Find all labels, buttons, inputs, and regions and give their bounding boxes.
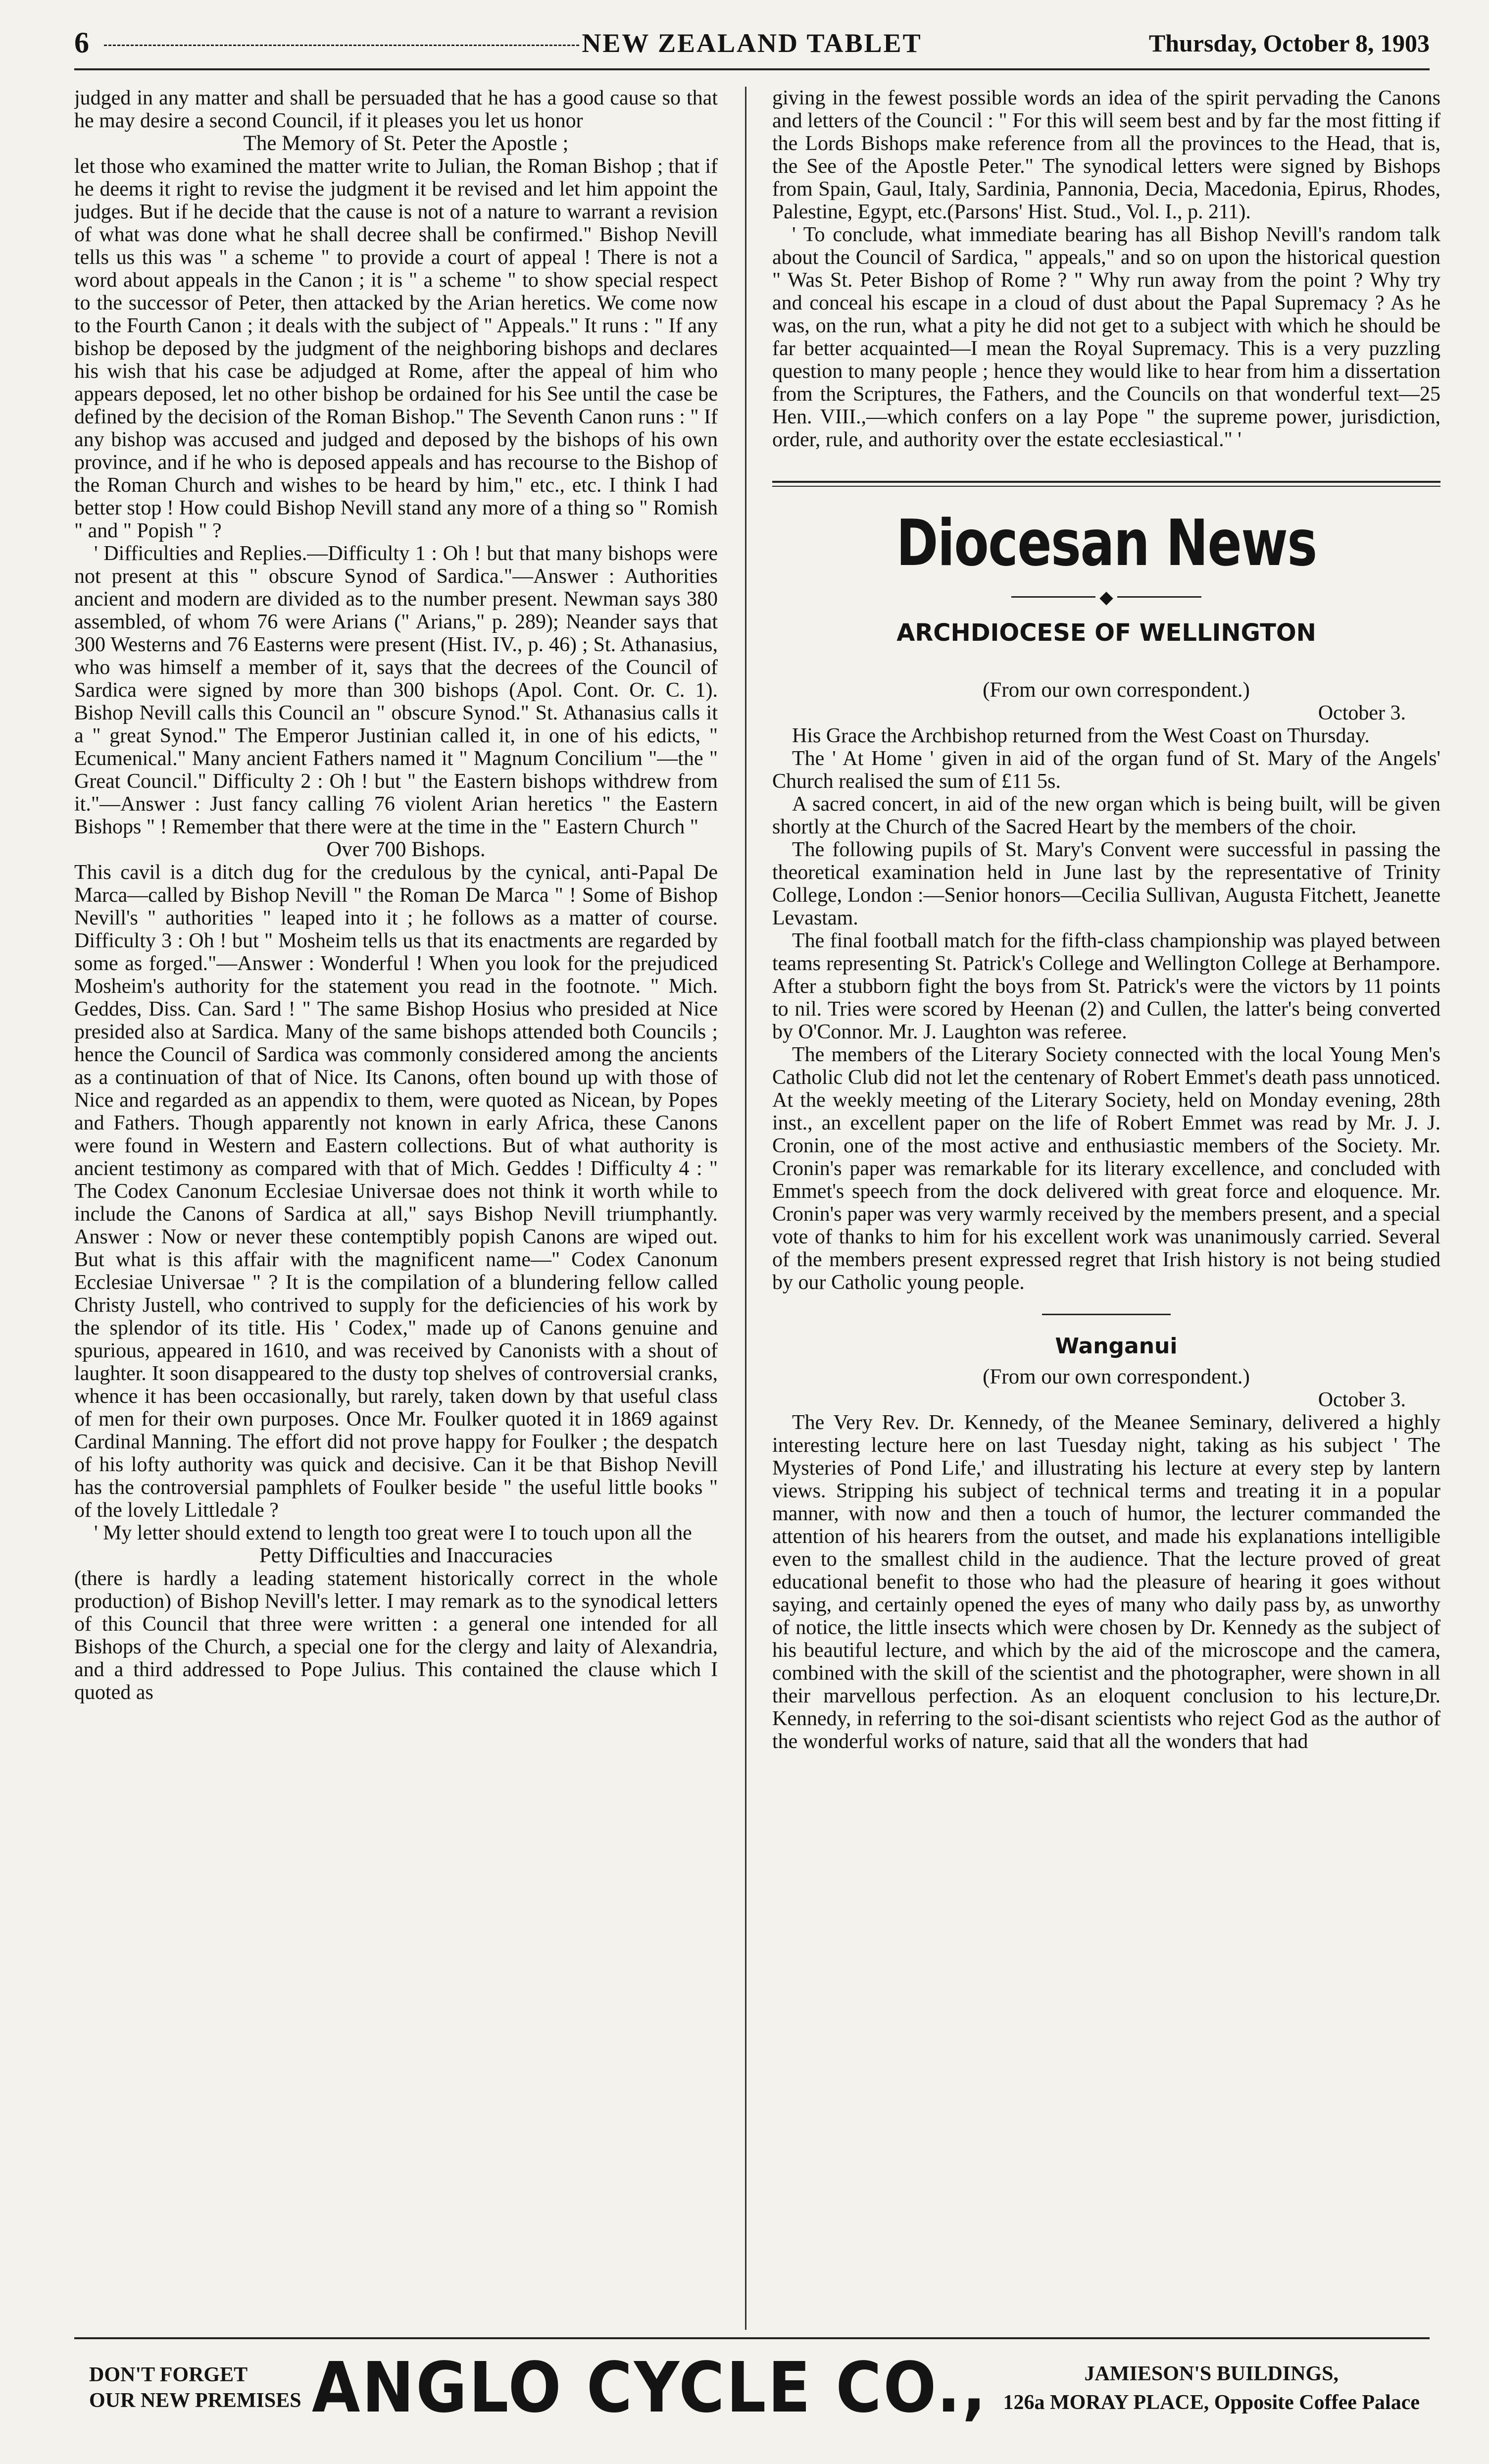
- paragraph: This cavil is a ditch dug for the credulous by the cynical, anti-Papal De Marca—called by Bishop Nevill " the Roman De Marca " ! Some of Bishop Nevill's " authorities " leaped into it ; he follows as a matter of course. Difficulty 3 : Oh ! but " Mosheim tells us that its enactments are regarded by some as forged."—Answer : Wonderful ! When you look for the prejudiced Mosheim's authority for the statement you read in the footnote. " Mich. Geddes, Diss. Can. Sard ! " The same Bishop Hosius who presided at Nice presided also at Sardica. Many of the same bishops attended both Councils ; hence the Council of Sardica was commonly considered among the ancients as a continuation of that of Nice. Its Canons, often bound up with those of Nice and regarded as an appendix to them, were quoted as Nicean, by Popes and Fathers. Though apparently not known in early Africa, these Canons were found in Western and Eastern collections. But of what authority is ancient testimony as compared with that of Mich. Geddes ! Difficulty 4 : " The Codex Canonum Ecclesiae Universae does not think it worth while to include the Canons of Sardica at all," says Bishop Nevill triumphantly. Answer : Now or never these contemptibly popish Canons are wiped out. But what is this affair with the magnificent name—" Codex Canonum Ecclesiae Universae " ? It is the compilation of a blundering fellow called Christy Justell, who contrived to supply for the deficiencies of his work by the splendor of its title. His ' Codex," made up of Canons genuine and spurious, appeared in 1610, and was received by Canonists with a shout of laughter. It soon disappeared to the dusty top shelves of controversial cranks, whence it has been occasionally, but rarely, taken down by that useful class of men for their own purposes. Once Mr. Foulker quoted it in 1869 against Cardinal Manning. The effort did not prove happy for Foulker ; the despatch of his lofty authority was quick and decisive. Can it be that Bishop Nevill has the controversial pamphlets of Foulker beside " the useful little books " of the lovely Littledale ?: [74, 861, 718, 1522]
- ad-brand: ANGLO CYCLE CO.,: [312, 2348, 988, 2428]
- paragraph: The final football match for the fifth-class championship was played between teams representing St. Patrick's College and Wellington College at Berhampore. After a stubborn fight the boys from St. Patrick's were the victors by 11 points to nil. Tries were scored by Heenan (2) and Cullen, the latter's being converted by O'Connor. Mr. J. Laughton was referee.: [772, 929, 1440, 1043]
- running-head: [74, 19, 1430, 63]
- ad-line: JAMIESON'S BUILDINGS,: [1084, 2362, 1339, 2385]
- ornament-line: [1011, 596, 1095, 598]
- dateline: October 3.: [1318, 1388, 1406, 1411]
- right-column: [772, 87, 1440, 2315]
- issue-date: Thursday, October 8, 1903: [1148, 29, 1430, 57]
- paragraph: let those who examined the matter write to Julian, the Roman Bishop ; that if he deems it right to revise the judgment it be revised and let him appoint the judges. But if he decide that the cause is not of a nature to warrant a revision of what was done what he shall decree shall be confirmed." Bishop Nevill tells us this was " a scheme " to provide a court of appeal ! There is not a word about appeals in the Canon ; it is " a scheme " to show special respect to the successor of Peter, then attacked by the Arian heretics. We come now to the Fourth Canon ; it deals with the subject of " Appeals." It runs : " If any bishop be deposed by the judgment of the neighboring bishops and declares his wish that his case be adjudged at Rome, after the appeal of him who appears deposed, let no other bishop be ordained for his See until the case be defined by the decision of the Roman Bishop." The Seventh Canon runs : " If any bishop was accused and judged and deposed by the bishops of his own province, and if he who is deposed appeals and has recourse to the Bishop of the Roman Church and wishes to be heard by him," etc., etc. I think I had better stop ! How could Bishop Nevill stand any more of a thing so " Romish " and " Popish " ?: [74, 155, 718, 542]
- ornament-line: [1117, 596, 1201, 598]
- diamond-icon: ◆: [1099, 587, 1113, 607]
- dateline: October 3.: [1318, 701, 1406, 724]
- paragraph: A sacred concert, in aid of the new organ which is being built, will be given shortly at the Church of the Sacred Heart by the members of the choir.: [772, 792, 1440, 838]
- masthead: NEW ZEALAND TABLET: [582, 28, 922, 58]
- page-number: 6: [74, 26, 89, 59]
- paragraph: (there is hardly a leading statement historically correct in the whole production) of Bishop Nevill's letter. I may remark as to the synodical letters of this Council that three were written : a general one intended for all Bishops of the Church, a special one for the clergy and laity of Alexandria, and a third addressed to Pope Julius. This contained the clause which I quoted as: [74, 1567, 718, 1704]
- paragraph: The following pupils of St. Mary's Convent were successful in passing the theoretical examination held in June last by the representative of Trinity College, London :—Senior honors—Cecilia Sullivan, Augusta Fitchett, Jeanette Levastam.: [772, 838, 1440, 929]
- paragraph: The members of the Literary Society connected with the local Young Men's Catholic Club did not let the centenary of Robert Emmet's death pass unnoticed. At the weekly meeting of the Literary Society, held on Monday evening, 28th inst., an excellent paper on the life of Robert Emmet was read by Mr. J. J. Cronin, one of the most active and enthusiastic members of the Society. Mr. Cronin's paper was remarkable for its literary excellence, and concluded with Emmet's speech from the dock delivered with great force and eloquence. Mr. Cronin's paper was very warmly received by the members present, and a special vote of thanks to him for his excellent work was unanimously carried. Several of the members present expressed regret that Irish history is not being studied by our Catholic young people.: [772, 1043, 1440, 1294]
- left-column: [74, 87, 718, 2315]
- ad-line: OUR NEW PREMISES: [89, 2389, 301, 2412]
- paragraph: ' My letter should extend to length too great were I to touch upon all the: [94, 1522, 692, 1544]
- byline: (From our own correspondent.): [983, 678, 1250, 702]
- ad-tagline: [89, 2362, 301, 2413]
- subheading: Over 700 Bishops.: [326, 838, 486, 861]
- section-rule: [1042, 1314, 1171, 1315]
- section-title: Diocesan News: [896, 507, 1317, 580]
- head-rule: [74, 68, 1430, 70]
- footer-rule: [74, 2337, 1430, 2339]
- subheading: Petty Difficulties and Inaccuracies: [259, 1544, 553, 1567]
- archdiocese-heading: ARCHDIOCESE OF WELLINGTON: [896, 618, 1316, 647]
- paragraph: judged in any matter and shall be persuaded that he has a good cause so that he may desire a second Council, if it pleases you let us honor: [74, 87, 718, 132]
- title-ornament: [772, 584, 1440, 609]
- byline: (From our own correspondent.): [983, 1365, 1250, 1388]
- ad-address: [1003, 2360, 1420, 2417]
- paragraph: ' Difficulties and Replies.—Difficulty 1 : Oh ! but that many bishops were not present at this " obscure Synod of Sardica."—Answer : Authorities ancient and modern are divided as to the number present. Newman says 380 assembled, of whom 76 were Arians (" Arians," p. 289); Neander says that 300 Westerns and 76 Easterns were present (Hist. IV., p. 46) ; St. Athanasius, who was himself a member of it, says that the decrees of the Council of Sardica were signed by more than 300 bishops (Apol. Cont. Or. C. 1). Bishop Nevill calls this Council an " obscure Synod." St. Athanasius calls it a " great Synod." The Emperor Justinian called it, in one of his edicts, " Ecumenical." Many ancient Fathers named it " Magnum Concilium "—the " Great Council." Difficulty 2 : Oh ! but " the Eastern bishops withdrew from it."—Answer : Just fancy calling 76 violent Arian heretics " the Eastern Bishops " ! Remember that there were at the time in the " Eastern Church ": [74, 542, 718, 838]
- section-rule: [772, 481, 1440, 487]
- column-divider: [745, 87, 746, 2330]
- paragraph: His Grace the Archbishop returned from the West Coast on Thursday.: [792, 724, 1370, 747]
- paragraph: giving in the fewest possible words an idea of the spirit pervading the Canons and letters of the Council : " For this will seem best and by far the most fitting if the Lords Bishops make reference from all the provinces to the Head, that is, the See of the Apostle Peter." The synodical letters were signed by Bishops from Spain, Gaul, Italy, Sardinia, Pannonia, Decia, Macedonia, Epirus, Rhodes, Palestine, Egypt, etc.(Parsons' Hist. Stud., Vol. I., p. 211).: [772, 87, 1440, 223]
- paragraph: ' To conclude, what immediate bearing has all Bishop Nevill's random talk about the Council of Sardica, " appeals," and so on upon the historical question " Was St. Peter Bishop of Rome ? " Why run away from the point ? Why try and conceal his escape in a cloud of dust about the Papal Supremacy ? As he was, on the run, what a pity he did not get to a subject with which he should be far better acquainted—I mean the Royal Supremacy. This is a very puzzling question to many people ; hence they would like to hear from him a dissertation from the Scriptures, the Fathers, and the Councils on that wonderful text—25 Hen. VIII.,—which confers on a lay Pope " the supreme power, jurisdiction, order, rule, and authority over the estate ecclesiastical." ': [772, 223, 1440, 451]
- paragraph: The Very Rev. Dr. Kennedy, of the Meanee Seminary, delivered a highly interesting lecture here on last Tuesday night, taking as his subject ' The Mysteries of Pond Life,' and illustrating his lecture at every step by lantern views. Stripping his subject of technical terms and treating it in a popular manner, with now and then a touch of humor, the lecturer commanded the attention of his hearers from the outset, and made his explanations intelligible even to the smallest child in the audience. That the lecture proved of great educational benefit to those who had the pleasure of hearing it goes without saying, and certainly opened the eyes of many who daily pass by, as unworthy of notice, the little insects which were chosen by Dr. Kennedy as the subject of his beautiful lecture, and which by the aid of the microscope and the camera, combined with the skill of the scientist and the photographer, were shown in all their marvellous perfection. As an eloquent conclusion to his lecture,Dr. Kennedy, in referring to the soi-disant scientists who reject God as the author of the wonderful works of nature, said that all the wonders that had: [772, 1411, 1440, 1753]
- ad-line: DON'T FORGET: [89, 2363, 248, 2386]
- footer-advert: [74, 2337, 1430, 2446]
- paragraph: The ' At Home ' given in aid of the organ fund of St. Mary of the Angels' Church realised the sum of £11 5s.: [772, 747, 1440, 793]
- wanganui-heading: Wanganui: [1055, 1333, 1178, 1359]
- ad-line: 126a MORAY PLACE, Opposite Coffee Palace: [1003, 2391, 1420, 2414]
- subheading: The Memory of St. Peter the Apostle ;: [243, 132, 569, 155]
